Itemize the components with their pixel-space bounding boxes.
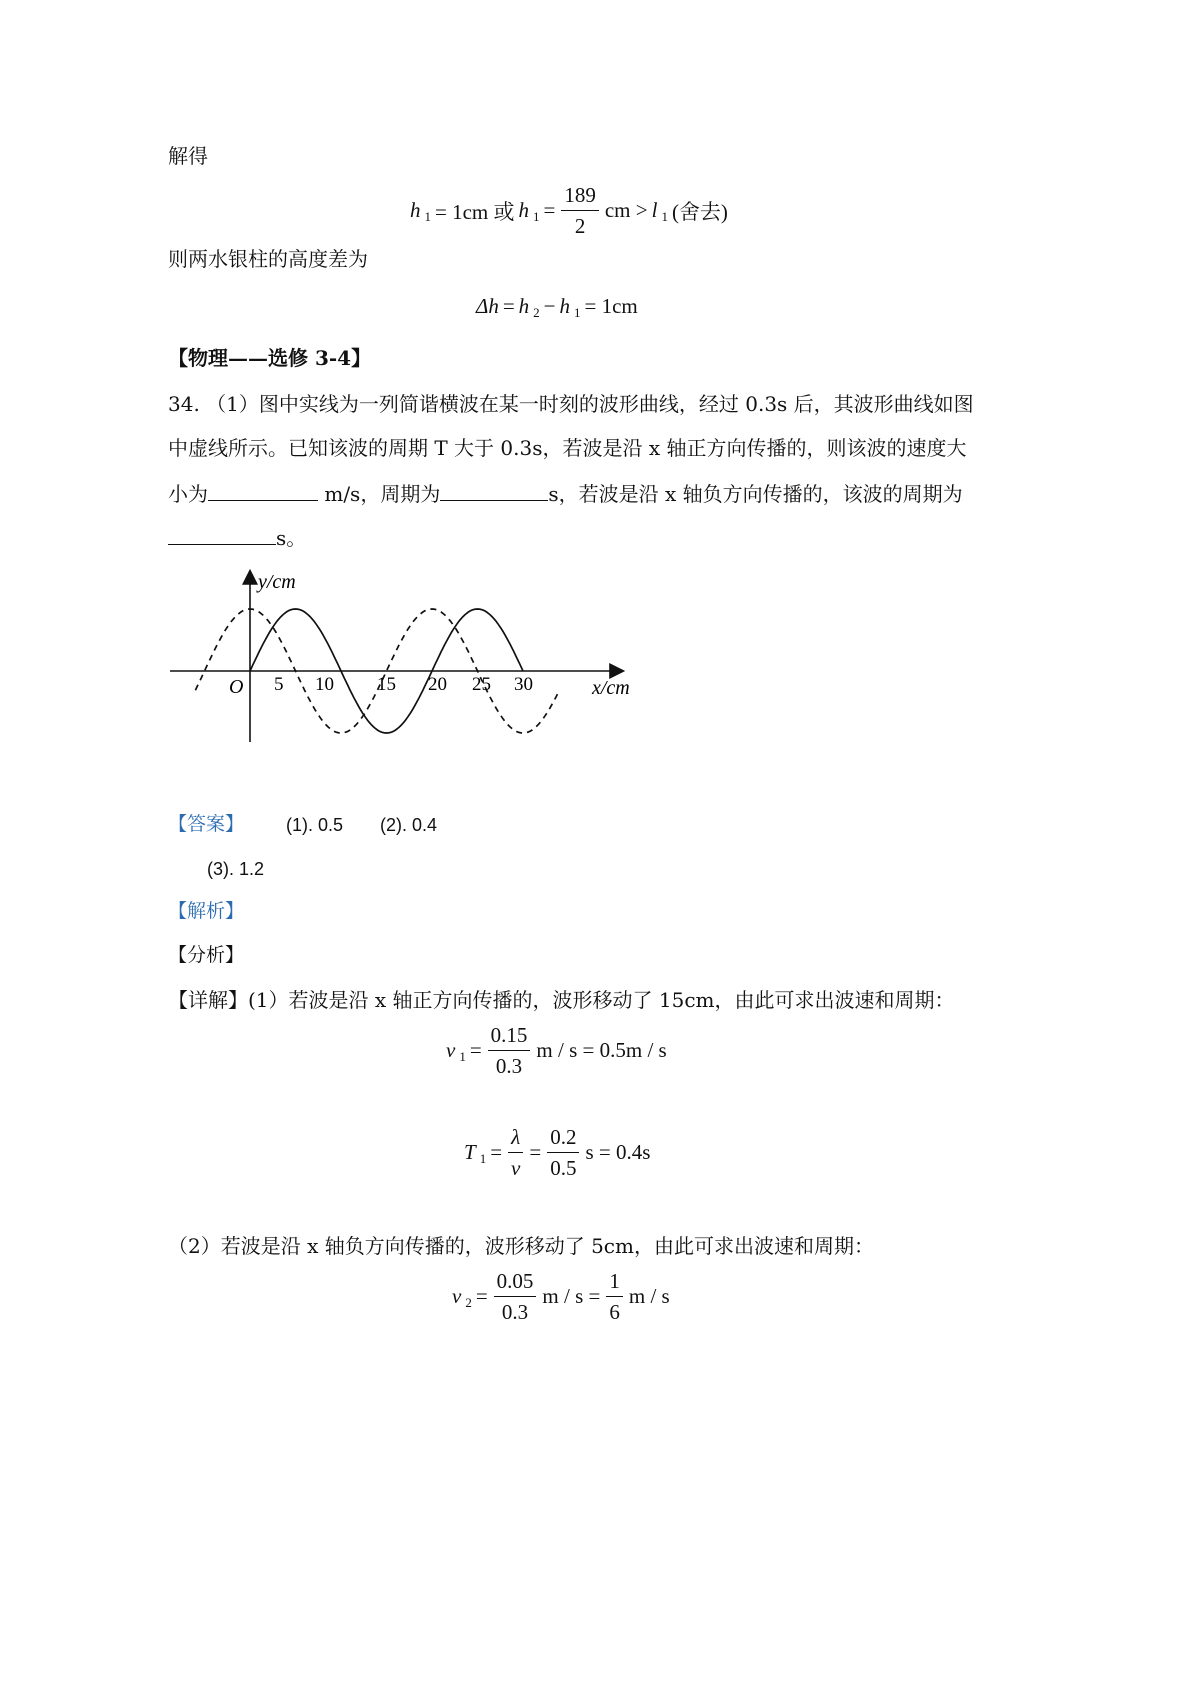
denominator: 0.3 xyxy=(501,1300,529,1324)
eq-sign: = xyxy=(490,1140,503,1164)
fraction xyxy=(486,1020,533,1081)
numerator: 0.05 xyxy=(494,1266,537,1297)
eq-text: = xyxy=(543,198,556,222)
tick-label-25: 25 xyxy=(472,674,491,695)
eq-text: = 1cm xyxy=(584,294,638,318)
question-line-3 xyxy=(168,478,963,508)
subscript: 1 xyxy=(424,208,431,224)
fraction xyxy=(545,1122,581,1183)
denominator: 0.3 xyxy=(495,1054,523,1078)
var-delta-h: Δh xyxy=(476,294,499,318)
eq-text: (舍去) xyxy=(671,199,728,224)
answer-blank-3[interactable] xyxy=(168,522,276,545)
eq-sign: = xyxy=(469,1038,482,1062)
question-text: s，若波是沿 x 轴负方向传播的，该波的周期为 xyxy=(548,482,963,506)
eq-text: = xyxy=(502,294,515,318)
question-line-2: 中虚线所示。已知该波的周期 T 大于 0.3s，若波是沿 x 轴正方向传播的，则该波的速度大 xyxy=(168,436,967,460)
detail-line-1: 【详解】(1）若波是沿 x 轴正方向传播的，波形移动了 15cm，由此可求出波速和周期： xyxy=(168,988,955,1012)
numerator: 0.15 xyxy=(488,1020,531,1051)
answer-tag: 【答案】 xyxy=(168,814,245,835)
var-h: h xyxy=(518,294,530,318)
origin-label: O xyxy=(229,676,244,698)
x-axis-label: x/cm xyxy=(592,677,630,699)
subscript: 1 xyxy=(533,208,540,224)
analysis-tag: 【解析】 xyxy=(168,901,245,922)
fraction xyxy=(604,1266,625,1327)
tick-label-15: 15 xyxy=(377,674,396,695)
var-v: v xyxy=(452,1284,462,1308)
answer-2: (2). 0.4 xyxy=(380,815,438,835)
equation-v1 xyxy=(444,1020,669,1081)
subscript: 1 xyxy=(574,304,581,320)
text-height-diff: 则两水银柱的高度差为 xyxy=(168,247,368,271)
equation-h1 xyxy=(408,180,730,241)
subscript: 2 xyxy=(533,304,540,320)
detail-line-2: （2）若波是沿 x 轴负方向传播的，波形移动了 5cm，由此可求出波速和周期： xyxy=(168,1234,874,1258)
tick-label-30: 30 xyxy=(514,674,533,695)
fraction xyxy=(559,180,601,241)
var-h: h xyxy=(410,198,421,222)
section-title: 【物理——选修 3-4】 xyxy=(168,346,372,370)
numerator: 1 xyxy=(606,1266,623,1297)
eq-text: m / s = xyxy=(542,1284,601,1308)
answer-blank-1[interactable] xyxy=(208,478,318,501)
tick-label-20: 20 xyxy=(428,674,447,695)
subscript: 2 xyxy=(465,1294,472,1310)
eq-sign: = xyxy=(475,1284,488,1308)
equation-t1 xyxy=(462,1122,652,1183)
eq-sign: = xyxy=(529,1140,542,1164)
denominator: 2 xyxy=(574,214,586,238)
var-h: h xyxy=(518,198,529,222)
numerator: 0.2 xyxy=(547,1122,579,1153)
eq-text: cm > xyxy=(604,198,648,222)
eq-text: s = 0.4s xyxy=(585,1140,651,1164)
eq-text: − xyxy=(543,294,556,318)
var-v: v xyxy=(446,1038,456,1062)
wave-figure xyxy=(160,560,660,760)
fraction xyxy=(506,1122,525,1183)
var-t: T xyxy=(464,1140,476,1164)
subscript: 1 xyxy=(459,1048,466,1064)
question-text: s。 xyxy=(276,526,307,550)
numerator: λ xyxy=(508,1122,523,1153)
answer-3: (3). 1.2 xyxy=(207,859,265,879)
answer-1: (1). 0.5 xyxy=(286,815,344,835)
var-h: h xyxy=(559,294,571,318)
equation-v2 xyxy=(450,1266,672,1327)
fraction xyxy=(492,1266,539,1327)
question-line-4 xyxy=(168,522,306,552)
question-text: m/s，周期为 xyxy=(318,482,441,506)
question-line-1: 34. （1）图中实线为一列简谐横波在某一时刻的波形曲线，经过 0.3s 后，其波形曲线如图 xyxy=(168,392,974,416)
eq-text: = 1cm 或 xyxy=(435,199,515,224)
denominator: 0.5 xyxy=(550,1156,577,1180)
numerator: 189 xyxy=(561,180,599,211)
question-text: 小为 xyxy=(168,482,208,506)
y-axis-label: y/cm xyxy=(258,571,296,593)
eq-text: m / s xyxy=(628,1284,670,1308)
eq-text: m / s = 0.5m / s xyxy=(536,1038,667,1062)
text-jiede: 解得 xyxy=(168,144,208,168)
subscript: 1 xyxy=(479,1150,487,1166)
denominator: v xyxy=(511,1156,521,1180)
tick-label-5: 5 xyxy=(274,674,284,695)
subscript: 1 xyxy=(661,208,668,224)
denominator: 6 xyxy=(609,1300,620,1324)
equation-delta-h xyxy=(474,294,640,319)
answer-blank-2[interactable] xyxy=(440,478,548,501)
tick-label-10: 10 xyxy=(315,674,334,695)
fenxi-tag: 【分析】 xyxy=(168,945,245,966)
var-l: l xyxy=(651,198,658,222)
